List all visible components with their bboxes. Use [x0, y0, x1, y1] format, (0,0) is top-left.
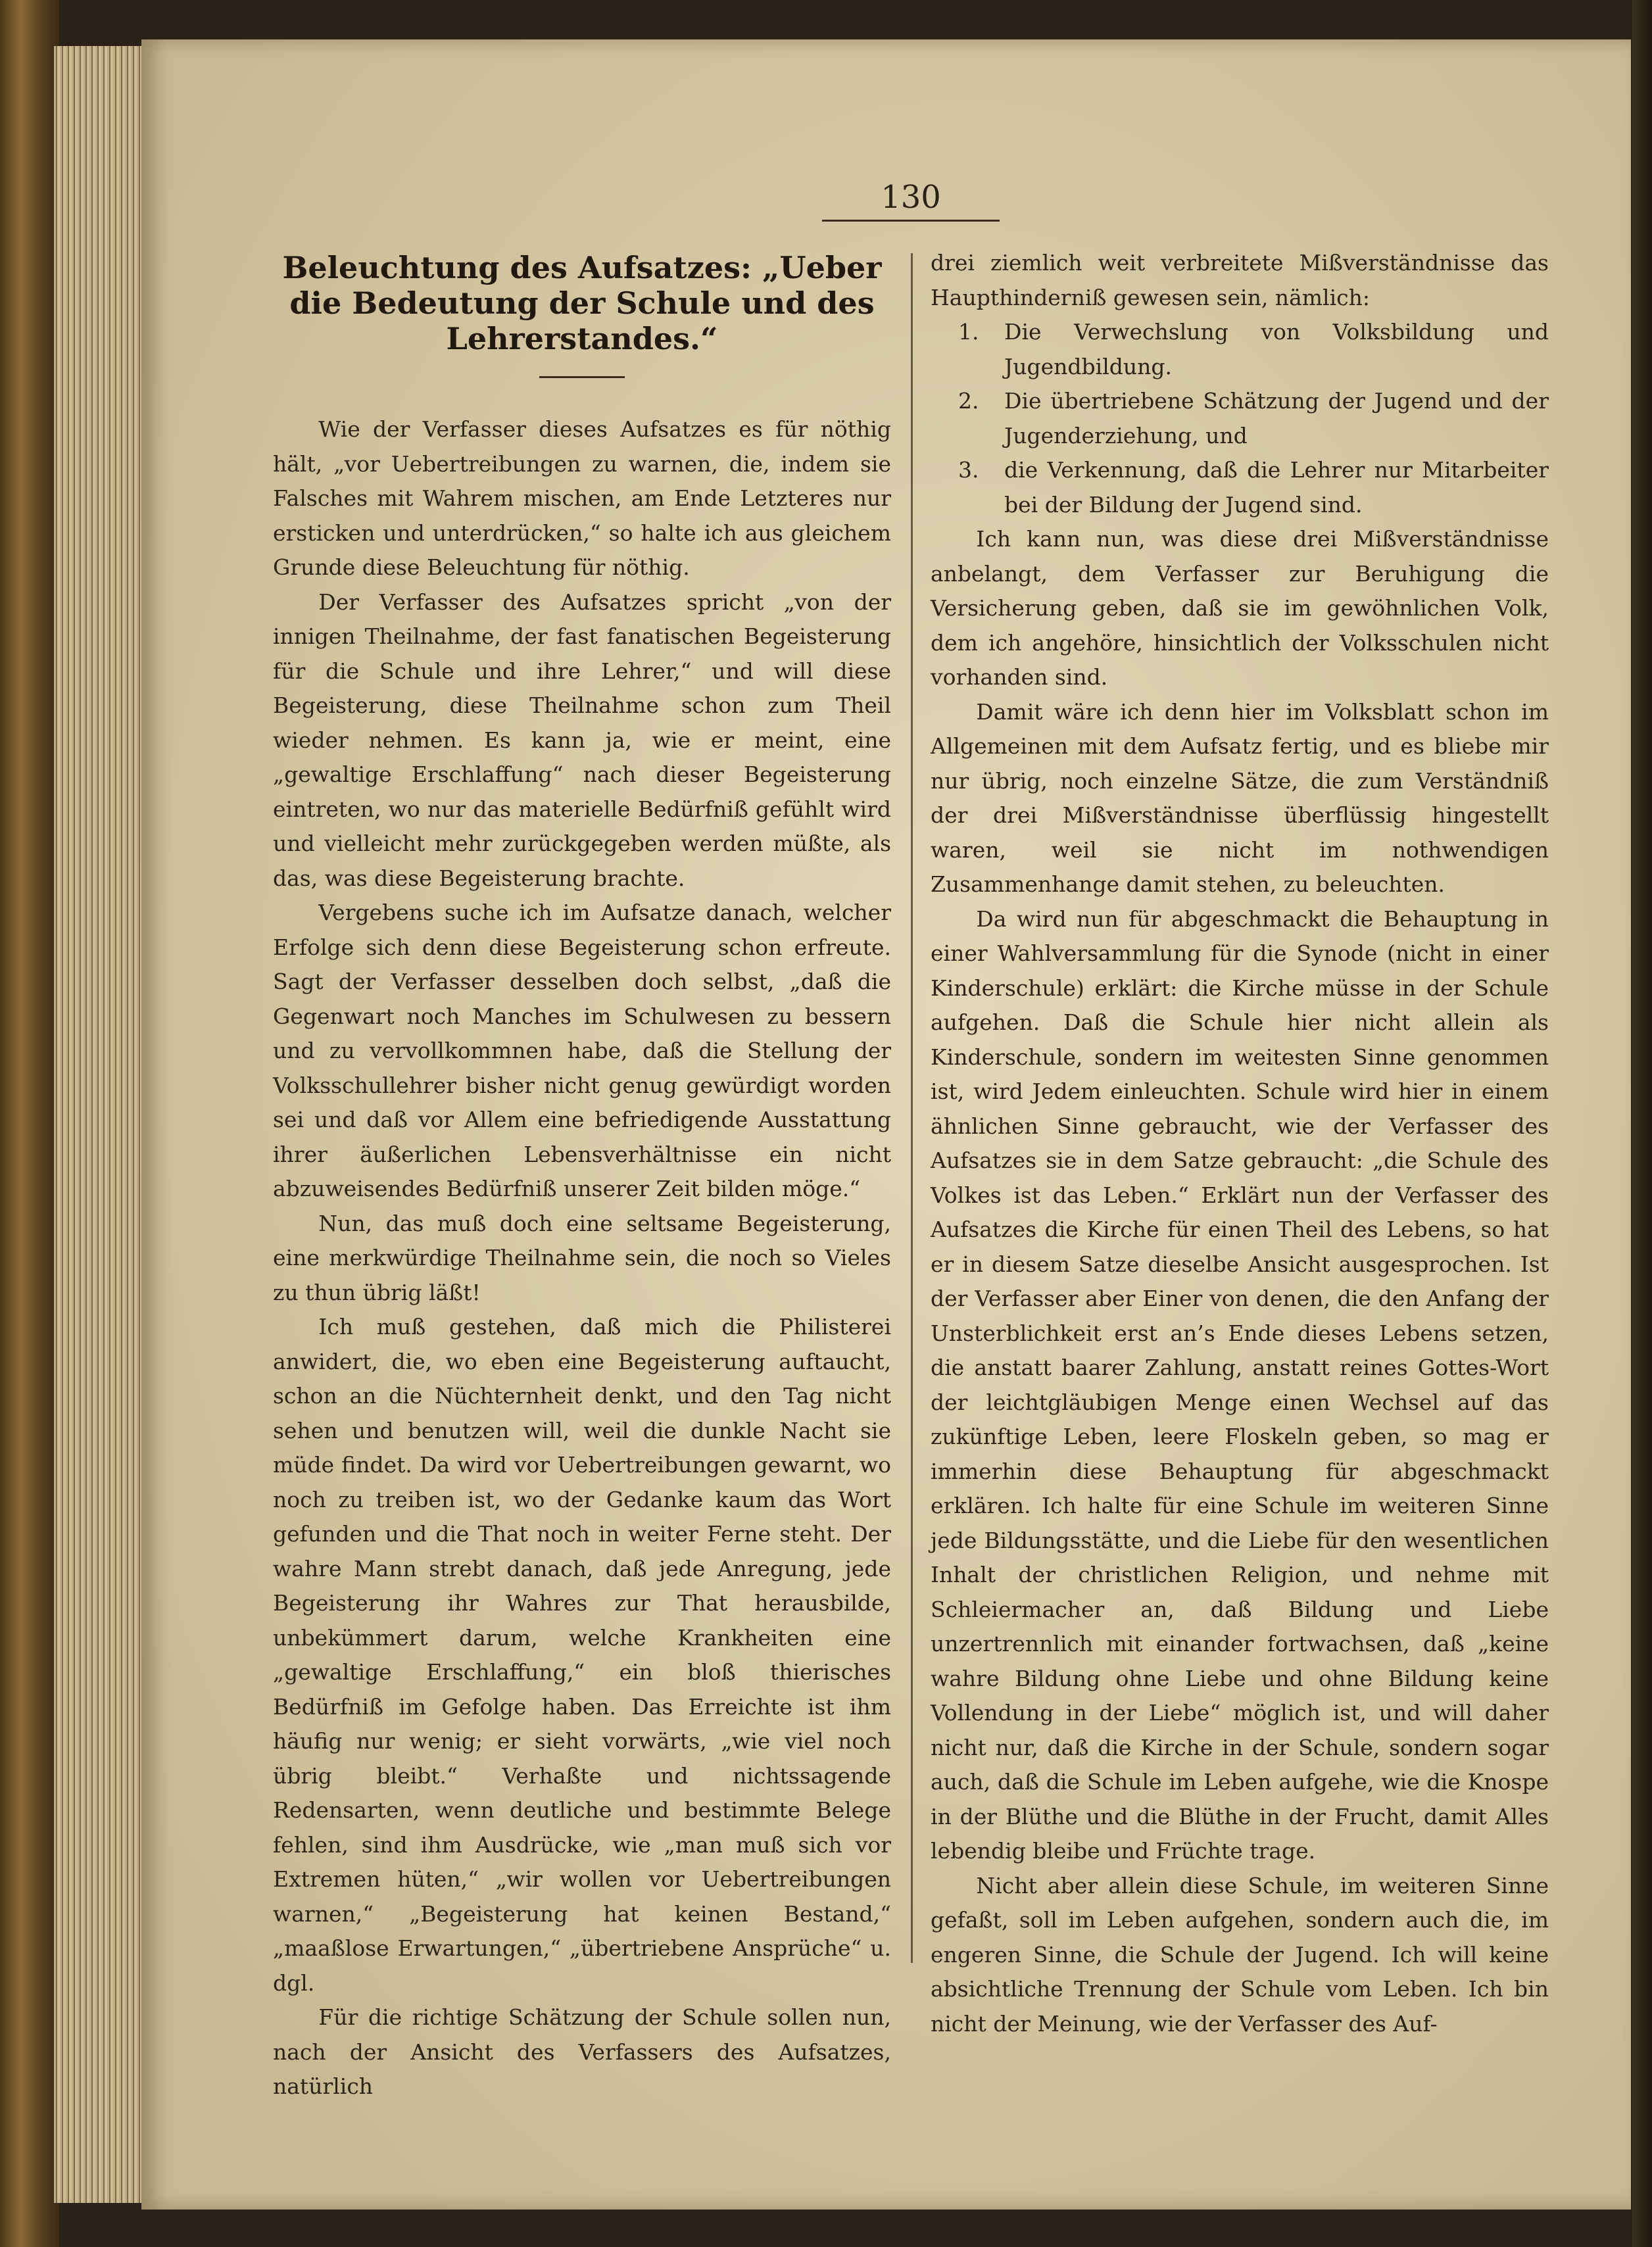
right-margin-shadow	[1632, 0, 1652, 2247]
page-edges	[54, 46, 153, 2203]
paragraph: Damit wäre ich denn hier im Volksblatt schon im Allgemeinen mit dem Aufsatz fertig, und es bliebe mir nur übrig, noch einzelne Sätze, die zum Verständniß der drei Mißverständnisse überflüssig hingestellt waren, weil sie nicht im nothwendigen Zusammenhange damit stehen, zu beleuchten.	[931, 698, 1549, 897]
paragraph-continued: drei ziemlich weit verbreitete Mißverständnisse das Haupthinderniß gewesen sein, nämlich:	[931, 250, 1549, 310]
list-item	[931, 315, 1549, 384]
list-text: die Verkennung, daß die Lehrer nur Mitarbeiter bei der Bildung der Jugend sind.	[1004, 457, 1549, 518]
page-number: 130	[822, 179, 1000, 222]
list-number: 3.	[958, 457, 979, 483]
book-spine	[0, 0, 59, 2247]
column-divider	[911, 253, 913, 1963]
paragraph: Wie der Verfasser dieses Aufsatzes es für nöthig hält, „vor Uebertreibungen zu warnen, die, indem sie Falsches mit Wahrem mischen, am Ende Letzteres nur ersticken und unterdrücken,“ so halte ich aus gleichem Grunde diese Beleuchtung für nöthig.	[273, 416, 891, 580]
paragraph: Ich kann nun, was diese drei Mißverständnisse anbelangt, dem Verfasser zur Beruhigung die Versicherung geben, daß sie im gewöhnlichen Volk, dem ich angehöre, hinsichtlich der Volksschulen nicht vorhanden sind.	[931, 526, 1549, 690]
paragraph: Vergebens suche ich im Aufsatze danach, welcher Erfolge sich denn diese Begeisterung schon erfreute. Sagt der Verfasser desselben doch selbst, „daß die Gegenwart noch Manches im Schulwesen zu bessern und zu vervollkommnen habe, daß die Stellung der Volksschullehrer bisher nicht genug gewürdigt worden sei und daß vor Allem eine befriedigende Ausstattung ihrer äußerlichen Lebensverhältnisse ein nicht abzuweisendes Bedürfniß unserer Zeit bilden möge.“	[273, 900, 891, 1201]
list-item	[931, 453, 1549, 522]
numbered-list	[931, 315, 1549, 522]
paragraph: Ich muß gestehen, daß mich die Philisterei anwidert, die, wo eben eine Begeisterung auftaucht, schon an die Nüchternheit denkt, und den Tag nicht sehen und benutzen will, weil die dunkle Nacht sie müde findet. Da wird vor Uebertreibungen gewarnt, wo noch zu treiben ist, wo der Gedanke kaum das Wort gefunden und die That noch in weiter Ferne steht. Der wahre Mann strebt danach, daß jede Anregung, jede Begeisterung ihr Wahres zur That herausbilde, unbekümmert darum, welche Krankheiten eine „gewaltige Erschlaffung,“ ein bloß thierisches Bedürfniß im Gefolge haben. Das Erreichte ist ihm häufig nur wenig; er sieht vorwärts, „wie viel noch übrig bleibt.“ Verhaßte und nichtssagende Redensarten, wenn deutliche und bestimmte Belege fehlen, sind ihm Ausdrücke, wie „man muß sich vor Extremen hüten,“ „wir wollen vor Uebertreibungen warnen,“ „Begeisterung hat keinen Bestand,“ „maaßlose Erwartungen,“ „übertriebene Ansprüche“ u. dgl.	[273, 1314, 891, 1996]
list-number: 1.	[958, 319, 979, 345]
paragraph: Da wird nun für abgeschmackt die Behauptung in einer Wahlversammlung für die Synode (nicht in einer Kinderschule) erklärt: die Kirche müsse in der Schule aufgehen. Daß die Schule hier nicht allein als Kinderschule, sondern im weitesten Sinne genommen ist, wird Jedem einleuchten. Schule wird hier in einem ähnlichen Sinne gebraucht, wie der Verfasser des Aufsatzes sie in dem Satze gebraucht: „die Schule des Volkes ist das Leben.“ Erklärt nun der Verfasser des Aufsatzes die Kirche für einen Theil des Lebens, so hat er in diesem Satze dieselbe Ansicht ausgesprochen. Ist der Verfasser aber Einer von denen, die den Anfang der Unsterblichkeit erst an’s Ende dieses Lebens setzen, die anstatt baarer Zahlung, anstatt reines Gottes-Wort der leichtgläubigen Menge einen Wechsel auf das zukünftige Leben, leere Floskeln geben, so mag er immerhin diese Behauptung für abgeschmackt erklären. Ich halte für eine Schule im weiteren Sinne jede Bildungsstätte, und die Liebe für den wesentlichen Inhalt der christlichen Religion, und nehme mit Schleiermacher an, daß Bildung und Liebe unzertrennlich mit einander fortwachsen, daß „keine wahre Bildung ohne Liebe und ohne Bildung keine Vollendung in der Liebe“ möglich ist, und will daher nicht nur, daß die Kirche in der Schule, sondern sogar auch, daß die Schule im Leben aufgehe, wie die Knospe in der Blüthe und die Blüthe in der Frucht, damit Alles lebendig bleibe und Früchte trage.	[931, 906, 1549, 1864]
left-column	[273, 250, 891, 2104]
list-text: Die Verwechslung von Volksbildung und Jugendbildung.	[1004, 319, 1549, 379]
article-title: Beleuchtung des Aufsatzes: „Ueber die Bedeutung der Schule und des Lehrerstandes.“	[282, 250, 882, 356]
list-number: 2.	[958, 388, 979, 414]
right-column	[931, 246, 1549, 2041]
paragraph: Der Verfasser des Aufsatzes spricht „von der innigen Theilnahme, der fast fanatischen Begeisterung für die Schule und ihre Lehrer,“ und will diese Begeisterung, diese Theilnahme schon zum Theil wieder nehmen. Es kann ja, wie er meint, eine „gewaltige Erschlaffung“ nach dieser Begeisterung eintreten, wo nur das materielle Bedürfniß gefühlt wird und vielleicht mehr zurückgegeben werden müßte, als das, was diese Begeisterung brachte.	[273, 589, 891, 891]
paragraph: Für die richtige Schätzung der Schule sollen nun, nach der Ansicht des Verfassers des Aufsatzes, natürlich	[273, 2004, 891, 2099]
paragraph: Nicht aber allein diese Schule, im weiteren Sinne gefaßt, soll im Leben aufgehen, sondern auch die, im engeren Sinne, die Schule der Jugend. Ich will keine absichtliche Trennung der Schule vom Leben. Ich bin nicht der Meinung, wie der Verfasser des Auf-	[931, 1872, 1549, 2037]
title-rule	[539, 376, 625, 378]
list-text: Die übertriebene Schätzung der Jugend und der Jugenderziehung, und	[1004, 388, 1549, 448]
list-item	[931, 384, 1549, 453]
paragraph: Nun, das muß doch eine seltsame Begeisterung, eine merkwürdige Theilnahme sein, die noch so Vieles zu thun übrig läßt!	[273, 1210, 891, 1305]
